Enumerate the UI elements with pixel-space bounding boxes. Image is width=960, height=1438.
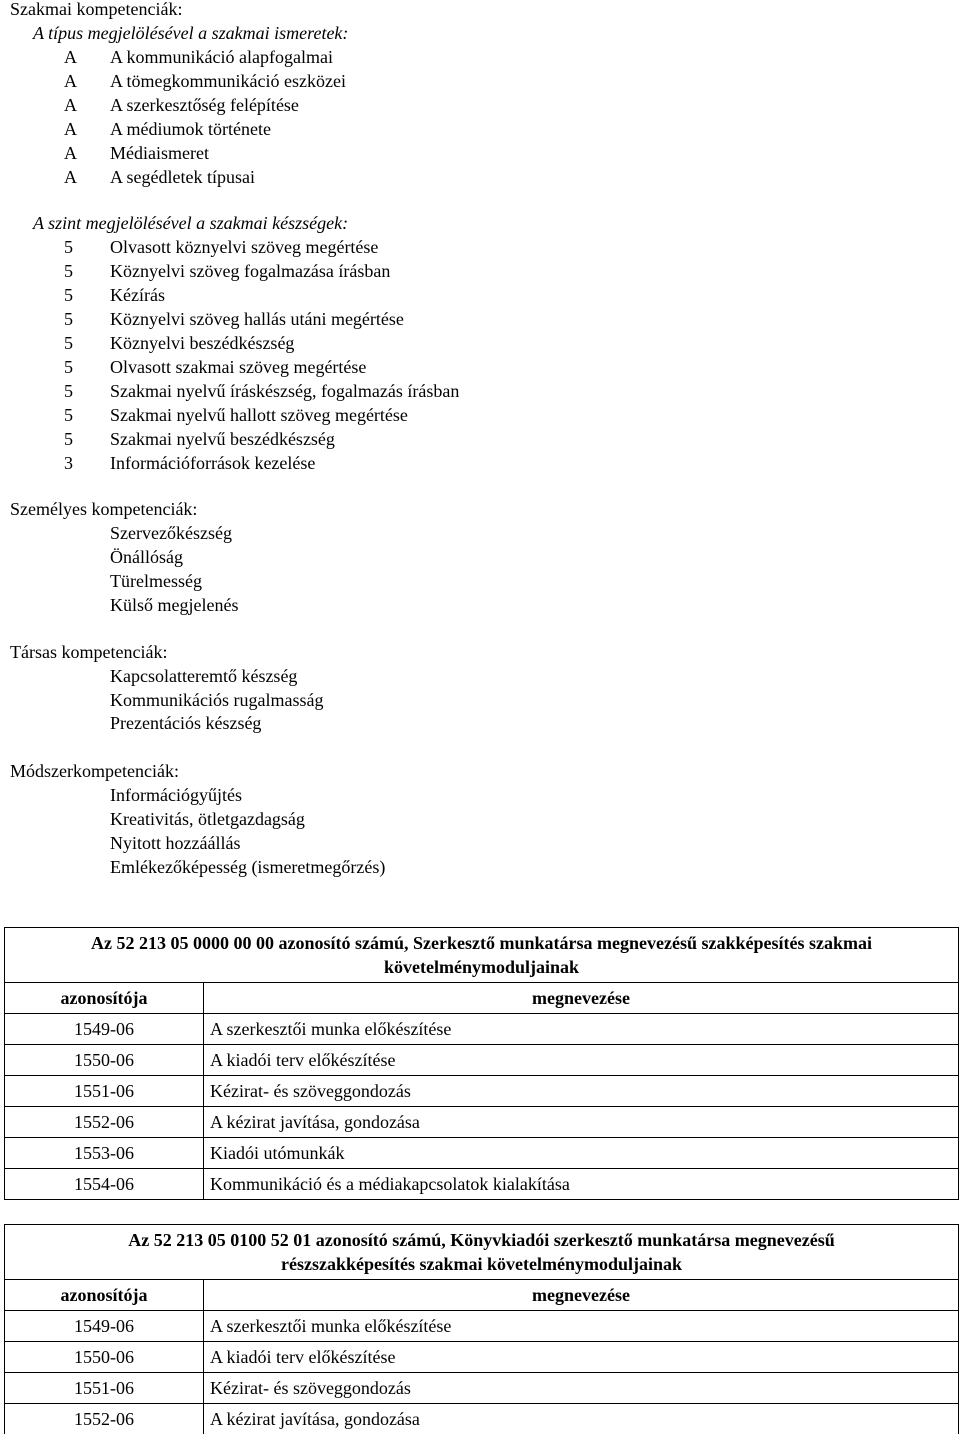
social-item: Kommunikációs rugalmasság: [110, 690, 324, 710]
module-name: Kézirat- és szöveggondozás: [204, 1076, 959, 1107]
skill-level: 5: [64, 429, 73, 449]
table-row: [5, 1404, 959, 1435]
module-code: 1550-06: [5, 1045, 204, 1076]
module-name: A kiadói terv előkészítése: [204, 1045, 959, 1076]
knowledge-code: A: [64, 167, 77, 187]
table-title-line: részszakképesítés szakmai követelménymoduljainak: [281, 1254, 682, 1274]
column-header-name: megnevezése: [204, 1280, 959, 1311]
personal-item: Önállóság: [110, 547, 183, 567]
skill-level: 5: [64, 357, 73, 377]
module-code: 1553-06: [5, 1138, 204, 1169]
knowledge-item: A segédletek típusai: [110, 167, 255, 187]
module-code: 1552-06: [5, 1107, 204, 1138]
professional-heading: Szakmai kompetenciák:: [10, 0, 183, 19]
knowledge-code: A: [64, 119, 77, 139]
knowledge-code: A: [64, 95, 77, 115]
table-title-line: Az 52 213 05 0100 52 01 azonosító számú, Könyvkiadói szerkesztő munkatársa megnevezésű: [128, 1230, 835, 1250]
column-header-code: azonosítója: [5, 1280, 204, 1311]
social-item: Kapcsolatteremtő készség: [110, 666, 298, 686]
knowledge-code: A: [64, 71, 77, 91]
module-name: A szerkesztői munka előkészítése: [204, 1311, 959, 1342]
module-name: A szerkesztői munka előkészítése: [204, 1014, 959, 1045]
table-title-row: [5, 1225, 959, 1280]
skill-item: Köznyelvi beszédkészség: [110, 333, 295, 353]
social-item: Prezentációs készség: [110, 713, 262, 733]
module-name: Kézirat- és szöveggondozás: [204, 1373, 959, 1404]
skill-item: Kézírás: [110, 285, 165, 305]
table-title-line: Az 52 213 05 0000 00 00 azonosító számú, Szerkesztő munkatársa megnevezésű szakképesítés szakmai: [91, 933, 872, 953]
column-header-name: megnevezése: [204, 983, 959, 1014]
table-title: [5, 928, 959, 983]
skills-heading: A szint megjelölésével a szakmai készségek:: [33, 213, 349, 233]
module-name: Kommunikáció és a médiakapcsolatok kialakítása: [204, 1169, 959, 1200]
skill-item: Információforrások kezelése: [110, 453, 316, 473]
table-title: [5, 1225, 959, 1280]
skill-item: Szakmai nyelvű beszédkészség: [110, 429, 335, 449]
knowledge-item: A tömegkommunikáció eszközei: [110, 71, 346, 91]
module-code: 1554-06: [5, 1169, 204, 1200]
skill-level: 5: [64, 405, 73, 425]
personal-heading: Személyes kompetenciák:: [10, 499, 198, 519]
method-item: Nyitott hozzáállás: [110, 833, 241, 853]
module-code: 1551-06: [5, 1373, 204, 1404]
social-heading: Társas kompetenciák:: [10, 642, 168, 662]
knowledge-heading: A típus megjelölésével a szakmai ismeretek:: [33, 23, 349, 43]
table-row: [5, 1342, 959, 1373]
personal-item: Türelmesség: [110, 571, 202, 591]
skill-level: 3: [64, 453, 73, 473]
knowledge-item: A médiumok története: [110, 119, 271, 139]
skill-item: Köznyelvi szöveg hallás utáni megértése: [110, 309, 404, 329]
personal-item: Külső megjelenés: [110, 595, 239, 615]
module-code: 1549-06: [5, 1014, 204, 1045]
table-header-row: [5, 1280, 959, 1311]
table-row: [5, 1076, 959, 1107]
module-code: 1551-06: [5, 1076, 204, 1107]
skill-level: 5: [64, 261, 73, 281]
skill-item: Köznyelvi szöveg fogalmazása írásban: [110, 261, 391, 281]
table-row: [5, 1373, 959, 1404]
module-code: 1550-06: [5, 1342, 204, 1373]
skill-level: 5: [64, 309, 73, 329]
module-table-partial: [4, 1224, 959, 1434]
table-header-row: [5, 983, 959, 1014]
method-item: Emlékezőképesség (ismeretmegőrzés): [110, 857, 386, 877]
skill-level: 5: [64, 237, 73, 257]
knowledge-code: A: [64, 143, 77, 163]
personal-item: Szervezőkészség: [110, 523, 232, 543]
module-name: Kiadói utómunkák: [204, 1138, 959, 1169]
method-heading: Módszerkompetenciák:: [10, 761, 179, 781]
skill-level: 5: [64, 285, 73, 305]
method-item: Kreativitás, ötletgazdagság: [110, 809, 305, 829]
skill-item: Szakmai nyelvű íráskészség, fogalmazás írásban: [110, 381, 460, 401]
module-code: 1552-06: [5, 1404, 204, 1435]
table-row: [5, 1014, 959, 1045]
table-row: [5, 1107, 959, 1138]
skill-level: 5: [64, 381, 73, 401]
method-item: Információgyűjtés: [110, 785, 242, 805]
module-code: 1549-06: [5, 1311, 204, 1342]
knowledge-code: A: [64, 47, 77, 67]
knowledge-item: Médiaismeret: [110, 143, 209, 163]
skill-level: 5: [64, 333, 73, 353]
table-title-line: követelménymoduljainak: [383, 957, 579, 977]
module-name: A kiadói terv előkészítése: [204, 1342, 959, 1373]
module-table-full: [4, 927, 959, 1200]
table-title-row: [5, 928, 959, 983]
module-name: A kézirat javítása, gondozása: [204, 1404, 959, 1435]
table-row: [5, 1311, 959, 1342]
table-row: [5, 1138, 959, 1169]
table-row: [5, 1169, 959, 1200]
knowledge-item: A kommunikáció alapfogalmai: [110, 47, 333, 67]
skill-item: Olvasott szakmai szöveg megértése: [110, 357, 367, 377]
knowledge-item: A szerkesztőség felépítése: [110, 95, 299, 115]
column-header-code: azonosítója: [5, 983, 204, 1014]
skill-item: Olvasott köznyelvi szöveg megértése: [110, 237, 379, 257]
skill-item: Szakmai nyelvű hallott szöveg megértése: [110, 405, 408, 425]
table-row: [5, 1045, 959, 1076]
module-name: A kézirat javítása, gondozása: [204, 1107, 959, 1138]
